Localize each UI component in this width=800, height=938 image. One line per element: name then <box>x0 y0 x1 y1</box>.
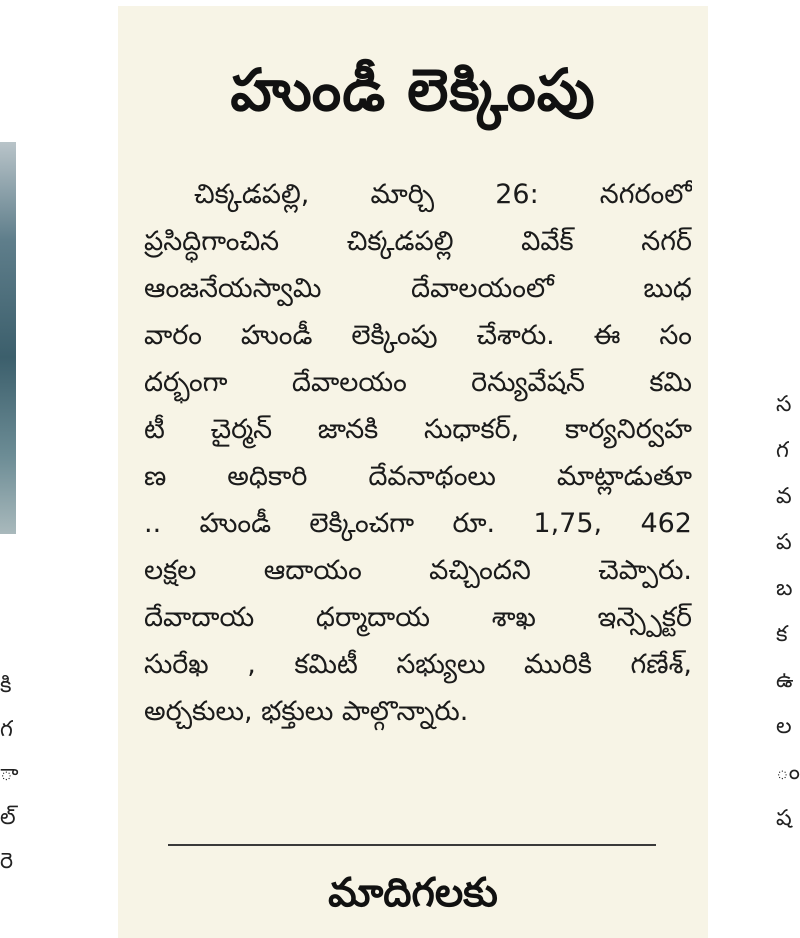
body-line: ఆంజనేయస్వామి దేవాలయంలో బుధ <box>144 273 692 304</box>
right-column-char: ప <box>776 530 792 555</box>
body-line: వారం హుండీ లెక్కింపు చేశారు. ఈ సం <box>144 320 692 351</box>
right-column-char: వ <box>776 484 792 509</box>
news-article <box>118 6 708 938</box>
body-line: దర్భంగా దేవాలయం రెన్యువేషన్ కమి <box>144 367 692 398</box>
body-line: దేవాదాయ ధర్మాదాయ శాఖ ఇన్స్పెక్టర్ <box>144 602 692 633</box>
body-line: చిక్కడపల్లి, మార్చి 26: నగరంలో <box>194 179 692 210</box>
right-column-char: ష <box>776 806 792 831</box>
right-column-char: క <box>776 622 788 647</box>
body-line: లక్షల ఆదాయం వచ్చిందని చెప్పారు. <box>144 555 692 586</box>
left-column-char: గ <box>0 717 13 742</box>
next-article-headline: మాదిగలకు <box>328 870 498 916</box>
article-body <box>144 171 692 735</box>
left-column-char: రె <box>0 849 14 874</box>
right-column-char: ల <box>776 714 792 739</box>
right-column-char: ం <box>776 760 800 785</box>
right-column-char: బ <box>776 576 793 601</box>
left-column-char: ల్ <box>0 805 16 830</box>
body-line: ణ అధికారి దేవనాథంలు మాట్లాడుతూ <box>144 461 692 492</box>
right-column-char: స <box>776 392 792 417</box>
body-line: ప్రసిద్ధిగాంచిన చిక్కడపల్లి వివేక్ నగర్ <box>144 226 692 257</box>
body-line: టీ చైర్మన్ జానకి సుధాకర్, కార్యనిర్వహ <box>144 414 692 445</box>
left-column-char: కి <box>0 673 12 698</box>
section-divider <box>168 844 656 846</box>
body-line: .. హుండీ లెక్కించగా రూ. 1,75, 462 <box>144 508 692 539</box>
right-column-char: గ <box>776 438 789 463</box>
right-column-text <box>776 382 800 842</box>
right-column-char: ఉ <box>776 668 794 693</box>
left-column-char: ా <box>0 761 19 786</box>
left-column-photo <box>0 142 16 534</box>
body-line: సురేఖ , కమిటీ సభ్యులు మురికి గణేశ్, <box>144 649 692 680</box>
left-column-text <box>0 664 24 884</box>
article-headline: హుండీ లెక్కింపు <box>230 56 596 124</box>
body-line: అర్చకులు, భక్తులు పాల్గొన్నారు. <box>144 696 469 727</box>
